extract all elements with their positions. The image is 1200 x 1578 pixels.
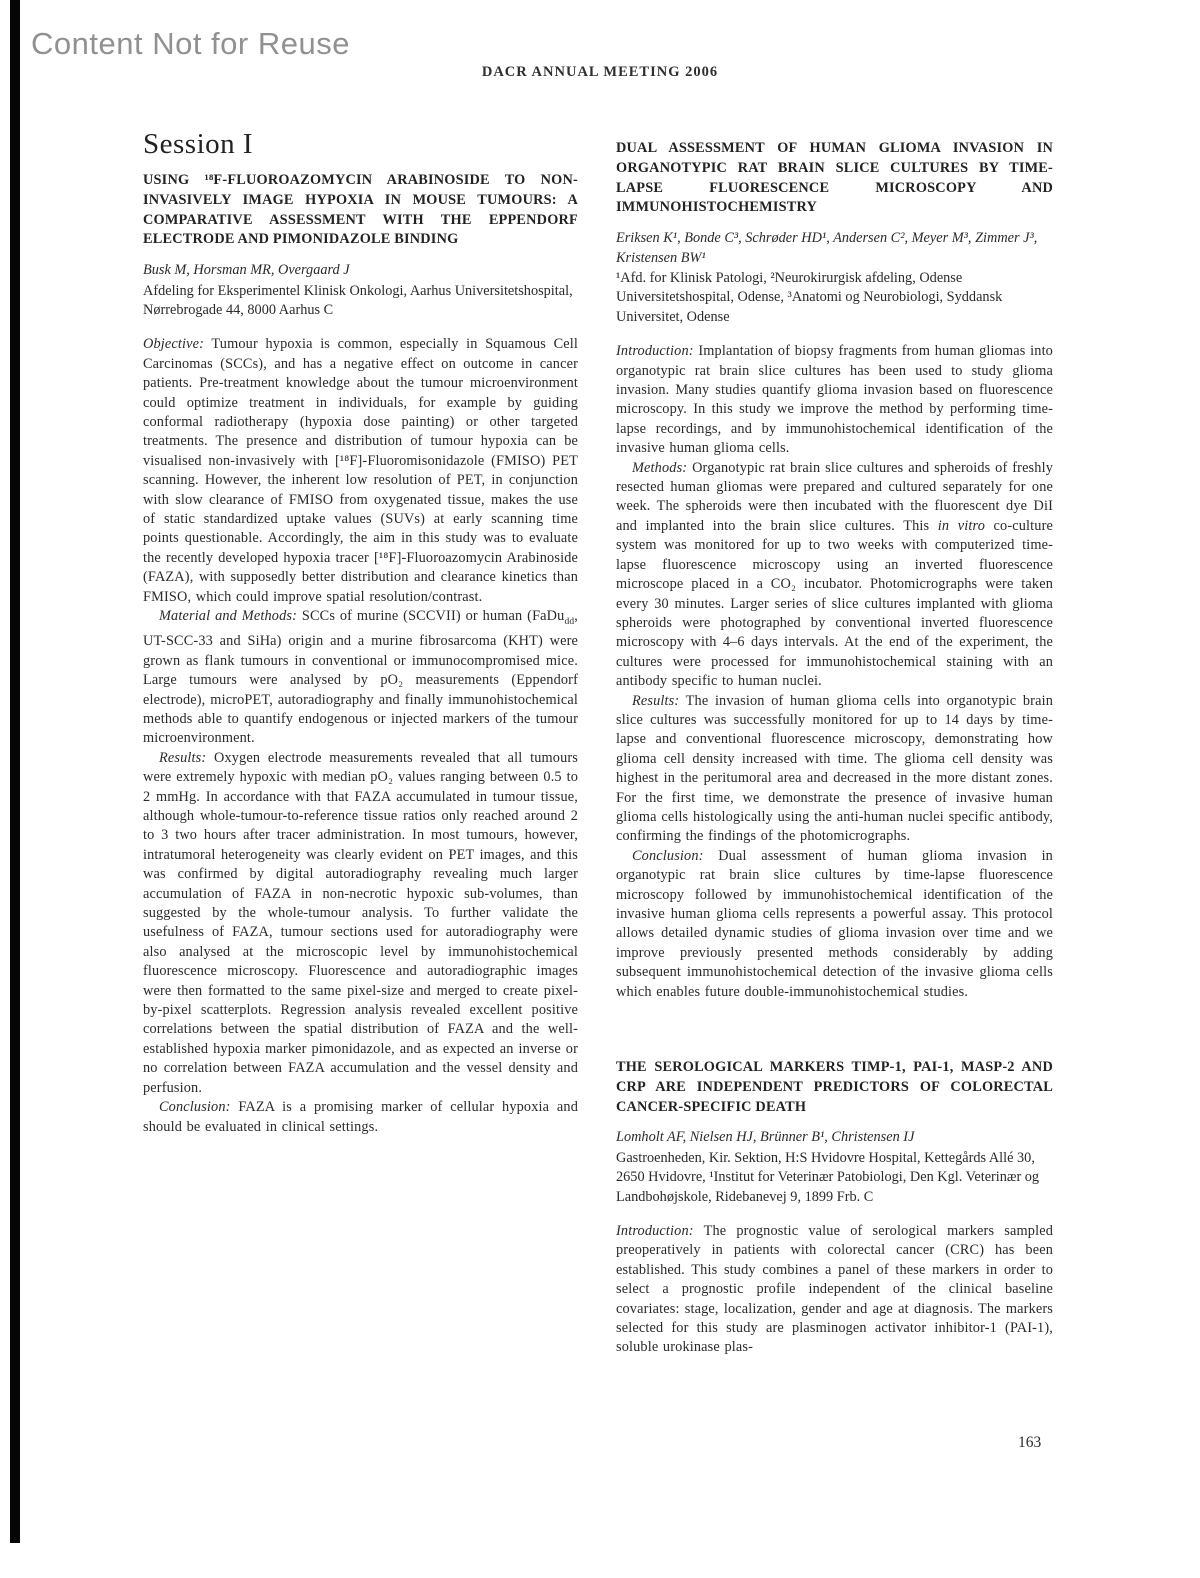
paragraph-results [143, 749, 578, 1098]
paragraph-label: Material and Methods: [159, 608, 298, 625]
abstract-title: DUAL ASSESSMENT OF HUMAN GLIOMA INVASION IN ORGANOTYPIC RAT BRAIN SLICE CULTURES BY TIME-LAPSE FLUORESCENCE MICROSCOPY AND IMMUNOHISTOCHEMISTRY [616, 140, 1053, 216]
paragraph-text: SCCs of murine (SCCVII) or human (FaDu [301, 608, 565, 625]
paragraph-text: The invasion of human glioma cells into organotypic brain slice cultures was successfully monitored for up to 14 days by time-lapse and conventional fluorescence microscopy, demonstrating how glioma cell density increased with time. The glioma cell density was highest in the peritumoral area and decreased in the more distant zones. For the first time, we demonstrate the presence of invasive human glioma cells histologically using the anti-human nuclei specific antibody, confirming the findings of the photomicrographs. [616, 692, 1054, 845]
paragraph-text: Dual assessment of human glioma invasion in organotypic rat brain slice cultures by time-lapse fluorescence microscopy followed by immunohistochemical identification of the invasive human glioma cells represents a powerful assay. This protocol allows detailed dynamic studies of glioma invasion over time and we improve previously presented methods considerably by adding subsequent immunohistochemical detection of the invasive glioma cells which enables future double-immunohistochemical studies. [616, 847, 1053, 1000]
abstract-1 [143, 171, 578, 1137]
subscript-text: dd [564, 616, 575, 627]
paragraph-methods [616, 459, 1053, 692]
abstract-title: USING ¹⁸F-FLUOROAZOMYCIN ARABINOSIDE TO NON-INVASIVELY IMAGE HYPOXIA IN MOUSE TUMOURS: A COMPARATIVE ASSESSMENT WITH THE EPPENDORF ELECTRODE AND PIMONIDAZOLE BINDING [143, 172, 578, 248]
paragraph-introduction [616, 1222, 1053, 1358]
paragraph-label: Introduction: [616, 1223, 694, 1240]
abstract-authors: Lomholt AF, Nielsen HJ, Brünner B¹, Christensen IJ [616, 1129, 915, 1146]
paragraph-label: Objective: [143, 336, 205, 353]
paragraph-introduction [616, 342, 1053, 458]
paragraph-results [616, 692, 1053, 847]
paragraph-label: Methods: [632, 459, 688, 476]
paragraph-text: Oxygen electrode measurements revealed that all tumours were extremely hypoxic with median pO₂ values ranging between 0.5 to 2 mmHg. In accordance with that FAZA accumulated in tumour tissue, although whole-tumour-to-reference tissue ratios only reached around 2 to 3 two hours after tracer administration. In most tumours, however, intratumoral heterogeneity was clearly evident on PET images, and this was confirmed by digital autoradiography revealing much larger accumulation of FAZA in non-necrotic hypoxic sub-volumes, than suggested by the whole-tumour analysis. To further validate the usefulness of FAZA, tumour sections used for autoradiography were also analysed at the microscopic level by immunohistochemical fluorescence microscopy. Fluorescence and autoradiographic images were then formatted to the same pixel-size and merged to create pixel-by-pixel scatterplots. Regression analysis revealed excellent positive correlations between the spatial distribution of FAZA and the well-established hypoxia marker pimonidazole, and as expected an inverse or no correlation between FAZA accumulation and the vessel density and perfusion. [143, 749, 578, 1096]
abstract-affiliation: Afdeling for Eksperimentel Klinisk Onkologi, Aarhus Universitetshospital, Nørrebrogade 44, 8000 Aarhus C [143, 282, 573, 318]
abstract-3 [616, 1058, 1053, 1358]
abstract-authors: Busk M, Horsman MR, Overgaard J [143, 262, 350, 279]
paragraph-label: Conclusion: [632, 847, 704, 864]
paragraph-label: Results: [632, 692, 680, 709]
paragraph-conclusion [616, 847, 1053, 1002]
paragraph-text: FAZA is a promising marker of cellular hypoxia and should be evaluated in clinical settings. [143, 1099, 578, 1135]
paragraph-text: Implantation of biopsy fragments from human gliomas into organotypic rat brain slice cultures has been used to study glioma invasion. Many studies quantify glioma invasion based on fluorescence microscopy. In this study we improve the method by performing time-lapse recordings, and by immunohistochemical identification of the invasive human glioma cells. [616, 343, 1053, 457]
abstract-title: THE SEROLOGICAL MARKERS TIMP-1, PAI-1, MASP-2 AND CRP ARE INDEPENDENT PREDICTORS OF COLORECTAL CANCER-SPECIFIC DEATH [616, 1059, 1053, 1115]
paragraph-material-methods [143, 607, 578, 749]
paragraph-objective [143, 335, 578, 607]
paragraph-text: , UT-SCC-33 and SiHa) origin and a murine fibrosarcoma (KHT) were grown as flank tumours in conventional or immunocompromised mice. Large tumours were analysed by pO₂ measurements (Eppendorf electrode), microPET, autoradiography and finally immunohistochemical methods able to quantify endogenous or injected markers of the tumour microenvironment. [143, 608, 578, 747]
right-column [616, 139, 1053, 1358]
page-header: DACR ANNUAL MEETING 2006 [481, 64, 719, 80]
paragraph-label: Introduction: [616, 343, 694, 360]
paragraph-label: Conclusion: [159, 1099, 231, 1116]
paragraph-text: Organotypic rat brain slice cultures and spheroids of freshly resected human gliomas were prepared and cultured separately for one week. The spheroids were then incubated with the fluorescent dye DiI and implanted into the brain slice cultures. This [616, 459, 1053, 534]
abstract-2 [616, 139, 1053, 1002]
abstract-affiliation: Gastroenheden, Kir. Sektion, H:S Hvidovre Hospital, Kettegårds Allé 30, 2650 Hvidovre, ¹Institut for Veterinær Patobiologi, Den Kgl. Veterinær og Landbohøjskole, Ridebanevej 9, 1899 Frb. C [616, 1149, 1040, 1205]
scan-edge-artifact [10, 0, 20, 1543]
paragraph-label: Results: [159, 749, 207, 766]
session-title: Session I [143, 128, 254, 160]
paragraph-conclusion [143, 1098, 578, 1137]
left-column [143, 128, 578, 1137]
paragraph-text: co-culture system was monitored for up to two weeks with computerized time-lapse fluorescence microscopy using an inverted fluorescence microscope placed in a CO₂ incubator. Photomicrographs were taken every 30 minutes. Larger series of slice cultures implanted with glioma spheroids were photographed by conventional inverted fluorescence microscopy with 4–6 days intervals. At the end of the experiment, the cultures were processed for immunohistochemical staining with an antibody specific to human nuclei. [616, 517, 1053, 690]
paragraph-text: The prognostic value of serological markers sampled preoperatively in patients with colorectal cancer (CRC) has been established. This study combines a panel of these markers in order to select a prognostic profile independent of the clinical baseline covariates: stage, localization, gender and age at diagnosis. The markers selected for this study are plasminogen activator inhibitor-1 (PAI-1), soluble urokinase plas- [616, 1223, 1053, 1356]
latin-term: in vitro [937, 517, 985, 534]
watermark-text: Content Not for Reuse [31, 26, 350, 61]
paragraph-text: Tumour hypoxia is common, especially in Squamous Cell Carcinomas (SCCs), and has a negative effect on outcome in cancer patients. Pre-treatment knowledge about the tumour microenvironment could optimize treatment in individuals, for example by guiding conformal radiotherapy (hypoxia dose painting) or other targeted treatments. The presence and distribution of tumour hypoxia can be visualised non-invasively with [¹⁸F]-Fluoromisonidazole (FMISO) PET scanning. However, the inherent low resolution of PET, in conjunction with slow clearance of FMISO from oxygenated tissue, makes the use of static standardized uptake values (SUVs) at early scanning time points questionable. Accordingly, the aim in this study was to evaluate the recently developed hypoxia tracer [¹⁸F]-Fluoroazomycin Arabinoside (FAZA), with supposedly better distribution and clearance kinetics than FMISO, which could improve spatial resolution/contrast. [143, 336, 578, 605]
page-number: 163 [1018, 1434, 1042, 1451]
abstract-affiliation: ¹Afd. for Klinisk Patologi, ²Neurokirurgisk afdeling, Odense Universitetshospital, Odense, ³Anatomi og Neurobiologi, Syddansk Universitet, Odense [616, 270, 1003, 325]
abstract-authors: Eriksen K¹, Bonde C³, Schrøder HD¹, Andersen C², Meyer M³, Zimmer J³, Kristensen BW¹ [616, 230, 1038, 266]
